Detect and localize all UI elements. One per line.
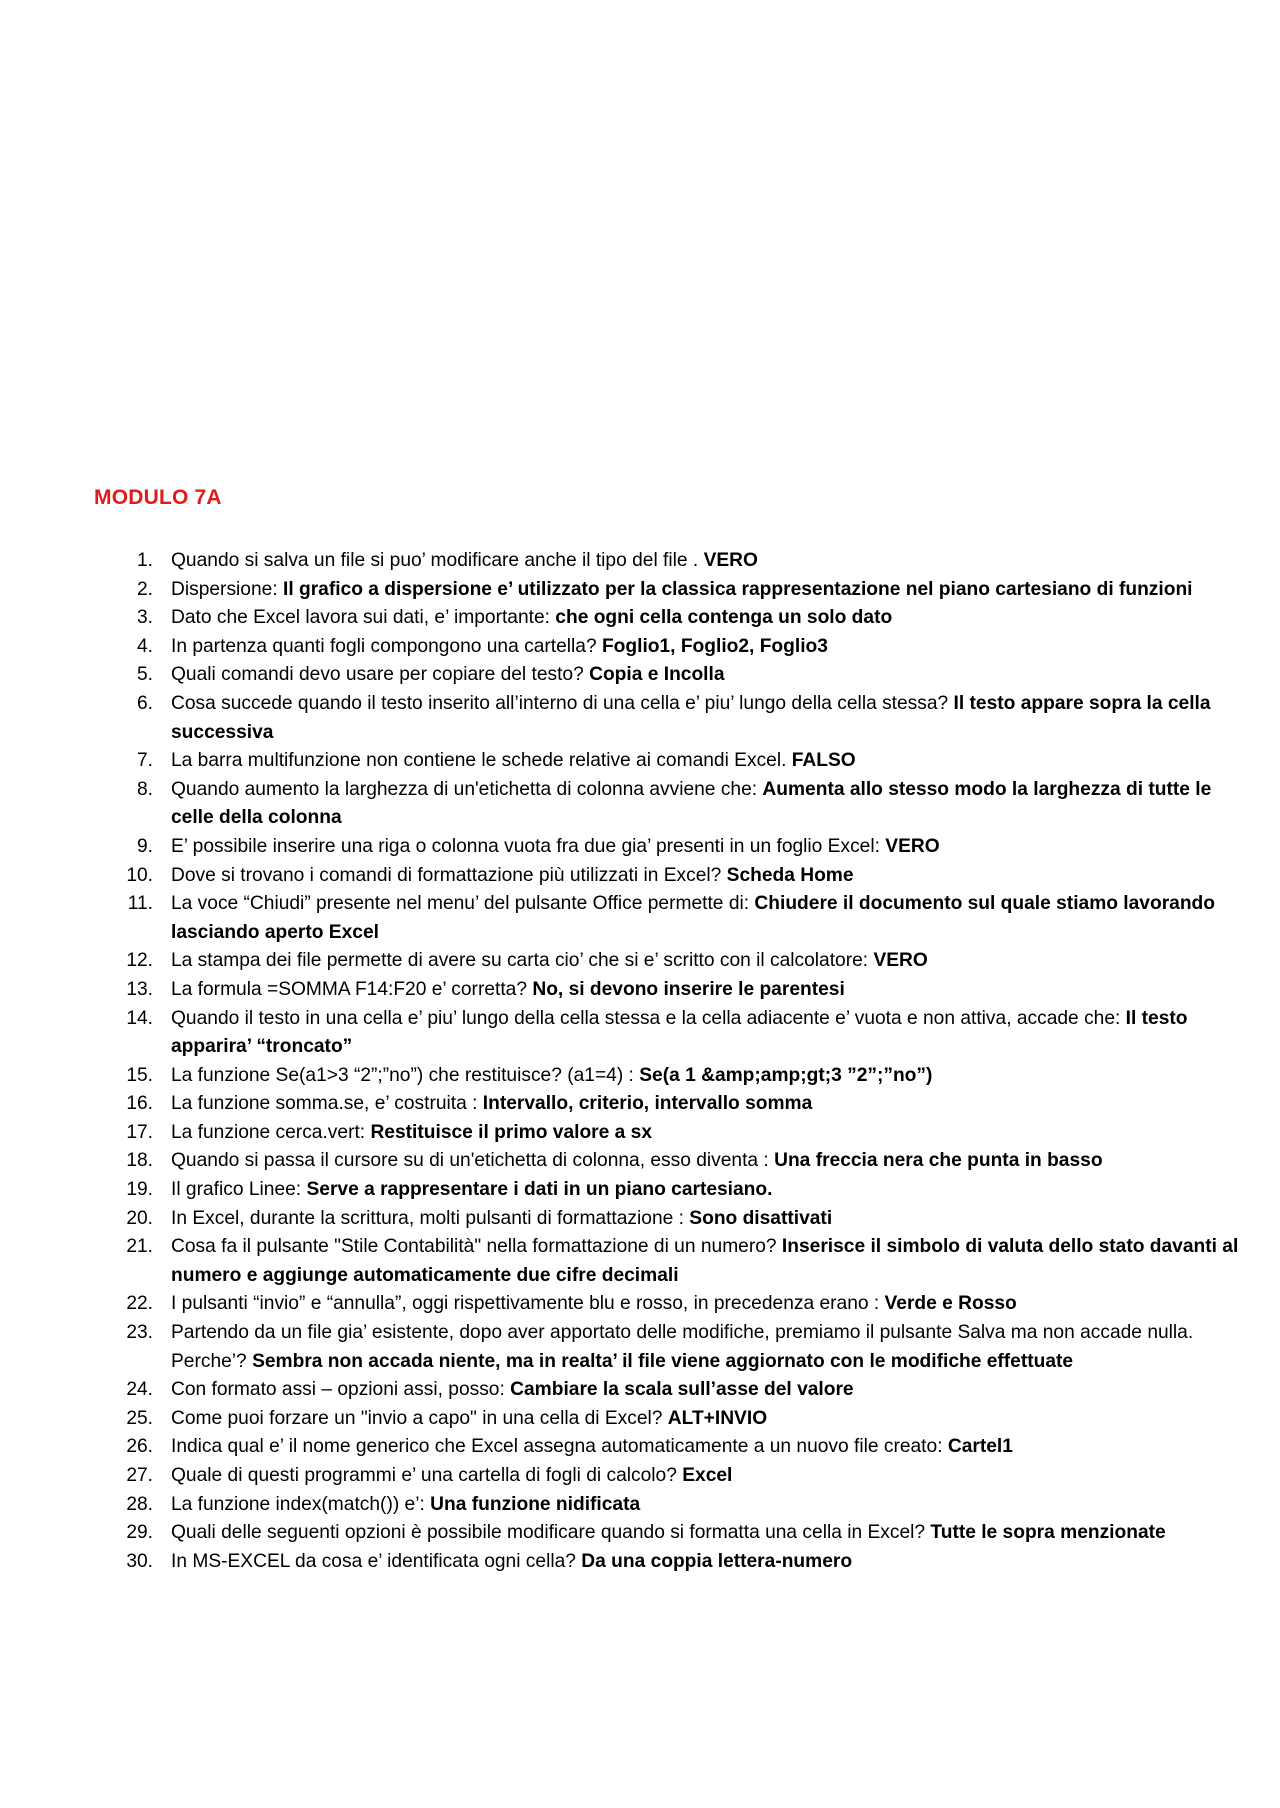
item-number: 17.	[126, 1121, 153, 1143]
item-number: 3.	[136, 607, 153, 629]
question-text: In MS-EXCEL da cosa e’ identificata ogni cella?	[171, 1550, 582, 1572]
question-text: Quando si salva un file si puo’ modificare anche il tipo del file .	[171, 550, 704, 571]
list-item	[0, 604, 1250, 633]
answer-text: Il testo appare sopra la cella successiva	[171, 692, 1211, 743]
item-number: 18.	[126, 1150, 153, 1172]
question-text: La funzione index(match()) e’:	[171, 1493, 431, 1515]
question-text: La funzione Se(a1>3 “2”;”no”) che restituisce? (a1=4) :	[171, 1064, 640, 1086]
answer-text: Una funzione nidificata	[430, 1493, 641, 1515]
list-item	[0, 976, 1250, 1005]
question-text: Come puoi forzare un "invio a capo" in una cella di Excel?	[171, 1407, 668, 1429]
question-text: Quali delle seguenti opzioni è possibile modificare quando si formatta una cella in Excel?	[171, 1522, 931, 1544]
item-number: 27.	[126, 1465, 153, 1486]
answer-text: FALSO	[791, 750, 856, 772]
question-text: La formula =SOMMA F14:F20 e’ corretta?	[171, 978, 533, 1000]
list-item	[0, 547, 1250, 576]
question-text: Quando il testo in una cella e’ piu’ lungo della cella stessa e la cella adiacente e’ vuota e non attiva, accade che:	[171, 1007, 1126, 1029]
item-number: 20.	[126, 1207, 153, 1229]
answer-text: Una freccia nera che punta in basso	[774, 1150, 1103, 1172]
answer-text: Il grafico a dispersione e’ utilizzato per la classica rappresentazione nel piano cartesiano di funzioni	[282, 578, 1193, 600]
list-item	[0, 1405, 1250, 1434]
item-number: 14.	[126, 1007, 153, 1029]
question-text: Cosa fa il pulsante "Stile Contabilità" nella formattazione di un numero?	[171, 1236, 782, 1258]
question-text: Quali comandi devo usare per copiare del testo?	[171, 664, 590, 686]
answer-text: VERO	[885, 835, 940, 857]
item-number: 28.	[126, 1493, 153, 1515]
list-item	[0, 1376, 1250, 1405]
list-item	[0, 1519, 1250, 1548]
item-number: 10.	[126, 864, 153, 886]
item-number: 29.	[126, 1522, 153, 1544]
list-item	[0, 776, 1250, 833]
question-text: Dato che Excel lavora sui dati, e’ importante:	[171, 607, 556, 629]
answer-text: Inserisce il simbolo di valuta dello stato davanti al numero e aggiunge automaticamente due cifre decimali	[171, 1236, 1239, 1286]
answer-text: Aumenta allo stesso modo la larghezza di tutte le celle della colonna	[171, 778, 1212, 829]
item-number: 15.	[126, 1064, 153, 1086]
item-number: 13.	[126, 978, 153, 1000]
item-number: 6.	[136, 692, 153, 714]
question-text: La funzione somma.se, e’ costruita :	[171, 1093, 483, 1115]
answer-text: VERO	[873, 950, 928, 972]
answer-text: Foglio1, Foglio2, Foglio3	[601, 635, 828, 657]
list-item	[0, 1233, 1250, 1290]
list-item	[0, 862, 1250, 891]
list-item	[0, 747, 1250, 776]
item-number: 22.	[126, 1293, 153, 1315]
question-text: Partendo da un file gia’ esistente, dopo aver apportato delle modifiche, premiamo il pulsante Salva ma non accade nulla. Perche’?	[171, 1322, 1194, 1372]
list-item	[0, 1119, 1250, 1148]
list-item	[0, 576, 1250, 605]
item-number: 16.	[126, 1093, 153, 1115]
item-number: 30.	[126, 1550, 153, 1572]
answer-text: Sono disattivati	[689, 1207, 833, 1229]
answer-text: Da una coppia lettera-numero	[581, 1550, 853, 1572]
question-text: I pulsanti “invio” e “annulla”, oggi rispettivamente blu e rosso, in precedenza erano :	[171, 1293, 885, 1315]
question-list	[0, 547, 1250, 1576]
question-text: In Excel, durante la scrittura, molti pulsanti di formattazione :	[171, 1207, 690, 1229]
list-item	[0, 1062, 1250, 1091]
item-number: 26.	[126, 1436, 153, 1458]
list-item	[0, 1491, 1250, 1520]
list-item	[0, 947, 1250, 976]
question-text: E’ possibile inserire una riga o colonna vuota fra due gia’ presenti in un foglio Excel:	[171, 835, 886, 857]
item-number: 25.	[126, 1407, 153, 1429]
answer-text: Intervallo, criterio, intervallo somma	[482, 1093, 813, 1115]
list-item	[0, 1176, 1250, 1205]
list-item	[0, 690, 1250, 747]
answer-text: Verde e Rosso	[884, 1293, 1017, 1315]
item-number: 19.	[126, 1179, 153, 1201]
item-number: 5.	[136, 664, 153, 686]
page-title: MODULO 7A	[94, 486, 222, 509]
answer-text: Scheda Home	[726, 864, 854, 886]
item-number: 4.	[136, 635, 153, 657]
list-item	[0, 890, 1250, 947]
answer-text: Copia e Incolla	[589, 664, 725, 686]
answer-text: Restituisce il primo valore a sx	[370, 1121, 652, 1143]
item-number: 12.	[126, 950, 153, 972]
answer-text: No, si devono inserire le parentesi	[532, 978, 845, 1000]
question-text: Cosa succede quando il testo inserito all’interno di una cella e’ piu’ lungo della cella stessa?	[171, 692, 954, 714]
list-item	[0, 1290, 1250, 1319]
item-number: 23.	[126, 1322, 153, 1344]
answer-text: VERO	[703, 550, 758, 571]
answer-text: che ogni cella contenga un solo dato	[555, 607, 893, 629]
question-text: Il grafico Linee:	[171, 1179, 307, 1201]
answer-text: Chiudere il documento sul quale stiamo lavorando lasciando aperto Excel	[171, 893, 1215, 943]
item-number: 1.	[136, 550, 153, 571]
question-text: In partenza quanti fogli compongono una cartella?	[171, 635, 602, 657]
question-text: Quale di questi programmi e’ una cartella di fogli di calcolo?	[171, 1465, 683, 1486]
list-item	[0, 1433, 1250, 1462]
question-text: La funzione cerca.vert:	[171, 1121, 371, 1143]
question-text: Dispersione:	[171, 578, 283, 600]
answer-text: Il testo apparira’ “troncato”	[171, 1007, 1188, 1058]
item-number: 11.	[127, 893, 153, 915]
item-number: 9.	[136, 835, 153, 857]
question-text: Quando si passa il cursore su di un'etichetta di colonna, esso diventa :	[171, 1150, 775, 1172]
question-text: La barra multifunzione non contiene le schede relative ai comandi Excel.	[171, 750, 792, 772]
answer-text: Cambiare la scala sull’asse del valore	[510, 1379, 854, 1401]
question-text: Quando aumento la larghezza di un'etichetta di colonna avviene che:	[171, 778, 763, 800]
question-text: Dove si trovano i comandi di formattazione più utilizzati in Excel?	[171, 864, 727, 886]
answer-text: Excel	[682, 1465, 733, 1486]
list-item	[0, 661, 1250, 690]
question-text: La stampa dei file permette di avere su carta cio’ che si e’ scritto con il calcolatore:	[171, 950, 874, 972]
item-number: 7.	[136, 750, 153, 772]
list-item	[0, 1147, 1250, 1176]
list-item	[0, 1005, 1250, 1062]
list-item	[0, 1319, 1250, 1376]
item-number: 2.	[136, 578, 153, 600]
list-item	[0, 1090, 1250, 1119]
answer-text: Tutte le sopra menzionate	[930, 1522, 1166, 1544]
question-text: Con formato assi – opzioni assi, posso:	[171, 1379, 511, 1401]
list-item	[0, 1205, 1250, 1234]
answer-text: Se(a 1 &amp;amp;gt;3 ”2”;”no”)	[639, 1064, 933, 1086]
question-text: Indica qual e’ il nome generico che Excel assegna automaticamente a un nuovo file creato:	[171, 1436, 948, 1458]
list-item	[0, 633, 1250, 662]
item-number: 8.	[136, 778, 153, 800]
answer-text: Cartel1	[947, 1436, 1013, 1458]
answer-text: ALT+INVIO	[667, 1407, 768, 1429]
list-item	[0, 1548, 1250, 1577]
list-item	[0, 1462, 1250, 1491]
answer-text: Sembra non accada niente, ma in realta’ il file viene aggiornato con le modifiche effettuate	[252, 1350, 1074, 1372]
item-number: 21.	[126, 1236, 153, 1258]
question-text: La voce “Chiudi” presente nel menu’ del pulsante Office permette di:	[171, 893, 755, 915]
answer-text: Serve a rappresentare i dati in un piano cartesiano.	[306, 1179, 773, 1201]
item-number: 24.	[126, 1379, 153, 1401]
list-item	[0, 833, 1250, 862]
